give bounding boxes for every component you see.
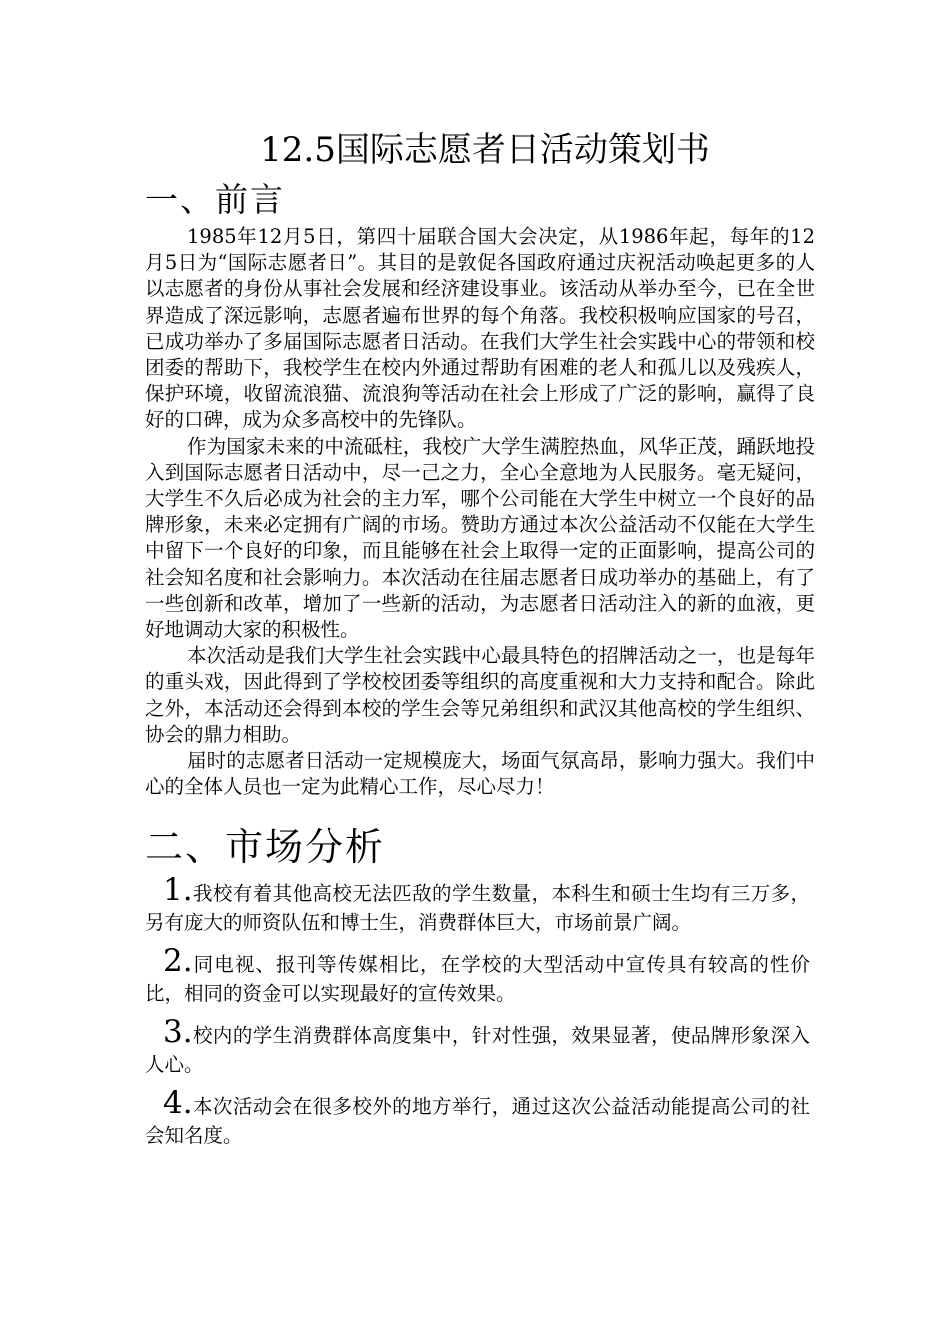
list-item-number: 3. <box>163 1014 193 1050</box>
intro-body <box>145 224 815 800</box>
intro-paragraph: 本次活动是我们大学生社会实践中心最具特色的招牌活动之一，也是每年的重头戏，因此得到了学校校团委等组织的高度重视和大力支持和配合。除此之外，本活动还会得到本校的学生会等兄弟组织和武汉其他高校的学生组织、协会的鼎力相助。 <box>145 644 815 746</box>
list-item-text: 同电视、报刊等传媒相比，在学校的大型活动中宣传具有较高的性价比，相同的资金可以实现最好的宣传效果。 <box>145 953 810 1005</box>
list-item-text: 校内的学生消费群体高度集中，针对性强，效果显著，使品牌形象深入人心。 <box>145 1024 810 1076</box>
list-item-text: 我校有着其他高校无法匹敌的学生数量，本科生和硕士生均有三万多，另有庞大的师资队伍和博士生，消费群体巨大，市场前景广阔。 <box>145 882 810 934</box>
list-item-number: 1. <box>163 872 193 908</box>
list-item-text: 本次活动会在很多校外的地方举行，通过这次公益活动能提高公司的社会知名度。 <box>145 1095 810 1147</box>
intro-paragraph: 届时的志愿者日活动一定规模庞大，场面气氛高昂，影响力强大。我们中心的全体人员也一定为此精心工作，尽心尽力！ <box>145 749 815 799</box>
section-heading-market: 二、市场分析 <box>145 825 386 869</box>
list-item <box>145 1014 810 1079</box>
list-item <box>145 872 810 937</box>
intro-paragraph: 作为国家未来的中流砥柱，我校广大学生满腔热血，风华正茂，踊跃地投入到国际志愿者日活动中，尽一己之力，全心全意地为人民服务。毫无疑问，大学生不久后必成为社会的主力军，哪个公司能在大学生中树立一个良好的品牌形象，未来必定拥有广阔的市场。赞助方通过本次公益活动不仅能在大学生中留下一个良好的印象，而且能够在社会上取得一定的正面影响，提高公司的社会知名度和社会影响力。本次活动在往届志愿者日成功举办的基础上，有了一些创新和改革，增加了一些新的活动，为志愿者日活动注入的新的血液，更好地调动大家的积极性。 <box>145 434 815 642</box>
list-item <box>145 1085 810 1150</box>
list-item-number: 2. <box>163 943 193 979</box>
document-title: 12.5国际志愿者日活动策划书 <box>260 130 710 170</box>
intro-paragraph: 1985年12月5日，第四十届联合国大会决定，从1986年起，每年的12月5日为“国际志愿者日”。其目的是敦促各国政府通过庆祝活动唤起更多的人以志愿者的身份从事社会发展和经济建设事业。该活动从举办至今，已在全世界造成了深远影响，志愿者遍布世界的每个角落。我校积极响应国家的号召，已成功举办了多届国际志愿者日活动。在我们大学生社会实践中心的带领和校团委的帮助下，我校学生在校内外通过帮助有困难的老人和孤儿以及残疾人，保护环境，收留流浪猫、流浪狗等活动在社会上形成了广泛的影响，赢得了良好的口碑，成为众多高校中的先锋队。 <box>145 225 815 432</box>
list-item <box>145 943 810 1008</box>
market-analysis-list <box>145 872 810 1160</box>
list-item-number: 4. <box>163 1085 193 1121</box>
section-heading-intro: 一、前言 <box>145 180 285 219</box>
